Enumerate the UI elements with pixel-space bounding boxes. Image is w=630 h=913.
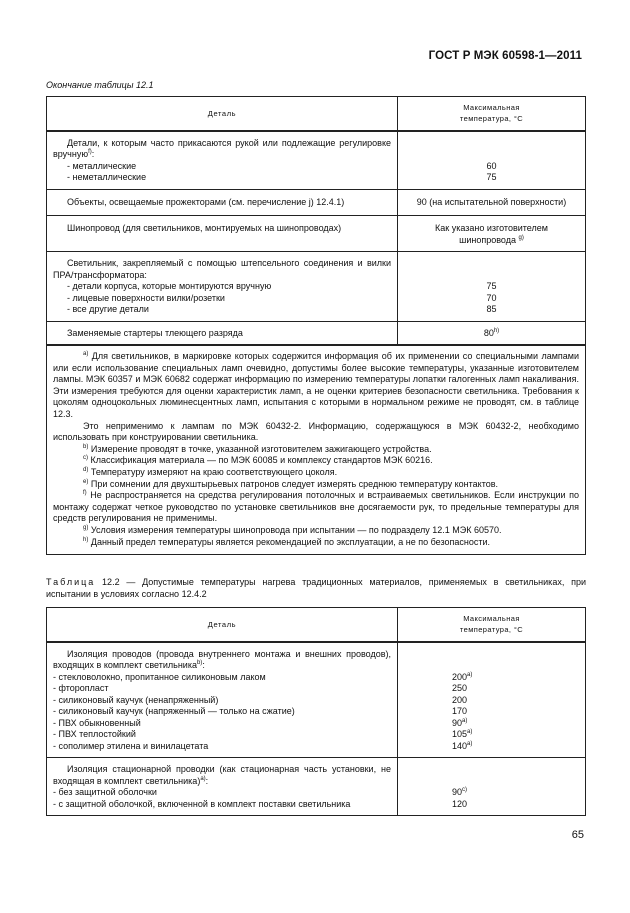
list-item: - стекловолокно, пропитанное силиконовым лаком	[53, 671, 266, 682]
table-12-2	[46, 607, 586, 816]
row-part-cell: Изоляция стационарной проводки (как стационарная часть установки, не входящая в комплект светильника)$^{a)}$: - без защитной оболочки - с защитной оболочкой, включенной в комплект поставки светильника	[47, 758, 398, 816]
table-12-1	[46, 96, 586, 555]
footnote-c: $^{c)}$ Классификация материала — по МЭК 60085 и комплексу стандартов МЭК 60216.	[83, 455, 433, 466]
row-temperature-cell: Как указано изготовителем шинопровода $^{g)}$	[398, 216, 586, 252]
row-part-cell: Заменяемые стартеры тлеющего разряда	[47, 321, 398, 345]
list-item: - сополимер этилена и винилацетата	[53, 740, 209, 751]
table-row	[47, 216, 586, 252]
list-item: - детали корпуса, которые монтируются вручную	[67, 281, 272, 291]
list-item: - лицевые поверхности вилки/розетки	[67, 292, 225, 303]
row-temperature-cell: 90 (на испытательной поверхности)	[398, 189, 586, 216]
row-part-cell: Изоляция проводов (провода внутреннего монтажа и внешних проводов), входящих в комплект светильника$^{b)}$: - стекловолокно, пропитанное силиконовым лаком - фторопласт - силиконовый каучук (ненапряженный) - силиконовый каучук (напряженный — только на сжатие) - ПВХ обыкновенный - ПВХ теплостойкий - сополимер этилена и винилацетата	[47, 642, 398, 758]
list-item: - металлические	[67, 160, 137, 171]
list-item: - ПВХ обыкновенный	[53, 717, 141, 728]
page-number: 65	[571, 829, 584, 841]
footnote-d: $^{d)}$ Температуру измеряют на краю соответствующего цоколя.	[83, 466, 338, 477]
table-row	[47, 321, 586, 345]
list-item: - все другие детали	[67, 304, 149, 314]
column-header-part: Деталь	[47, 608, 398, 642]
table-notes-row	[47, 345, 586, 555]
footnote-f: $^{f)}$ Не распространяется на средства регулирования потолочных и встраиваемых светильников. Если инструкции по монтажу содержат четкое руководство по установке светильников вне досягаемости рук, то предельные температуры для средств регулирования не применимы.	[53, 490, 579, 524]
footnote-e: $^{e)}$ При сомнении для двухштырьевых патронов следует измерять среднюю температуру контактов.	[83, 478, 499, 489]
row-temperature-cell: 75 70 85	[398, 252, 586, 322]
footnote-a-continuation: Это неприменимо к лампам по МЭК 60432-2. Информацию, содержащуюся в МЭК 60432-2, необходимо использовать при конструировании светильника.	[53, 420, 579, 443]
list-item: - силиконовый каучук (ненапряженный)	[53, 694, 219, 705]
table-notes	[47, 345, 586, 555]
table-header-row	[47, 608, 586, 642]
standard-designation: ГОСТ Р МЭК 60598-1—2011	[428, 50, 582, 62]
list-item: - фторопласт	[53, 683, 109, 693]
row-temperature-cell: 200$^{a)}$ 250 200 170 90$^{a)}$ 105$^{a)}$ 140$^{a)}$	[398, 642, 586, 758]
column-header-part: Деталь	[47, 97, 398, 131]
list-item: - неметаллические	[67, 172, 147, 182]
table-row	[47, 252, 586, 322]
column-header-max-temperature: Максимальная температура, °С	[398, 97, 586, 131]
row-temperature-cell: 90$^{c)}$ 120	[398, 758, 586, 816]
list-item: - ПВХ теплостойкий	[53, 729, 136, 739]
table-row	[47, 758, 586, 816]
column-header-max-temperature: Максимальная температура, °С	[398, 608, 586, 642]
table-row	[47, 189, 586, 216]
table-row	[47, 131, 586, 190]
table-12-1-continuation-caption: Окончание таблицы 12.1	[46, 80, 154, 90]
row-part-cell: Светильник, закрепляемый с помощью штепсельного соединения и вилки ПРА/трансформатора: - детали корпуса, которые монтируются вручную - лицевые поверхности вилки/розетки - все другие детали	[47, 252, 398, 322]
footnote-g: $^{g)}$ Условия измерения температуры шинопровода при испытании — по подразделу 12.1 МЭК 60570.	[83, 524, 502, 535]
row-part-cell: Детали, к которым часто прикасаются рукой или подлежащие регулировке вручную$^{f)}$: - металлические - неметаллические	[47, 131, 398, 190]
table-header-row	[47, 97, 586, 131]
footnote-b: $^{b)}$ Измерение проводят в точке, указанной изготовителем зажигающего устройства.	[83, 443, 432, 454]
list-item: - силиконовый каучук (напряженный — только на сжатие)	[53, 706, 295, 716]
table-12-2-caption: Таблица 12.2 — Допустимые температуры нагрева традиционных материалов, применяемых в светильниках, при испытании в условиях согласно 12.4.2	[46, 577, 586, 599]
row-part-cell: Шинопровод (для светильников, монтируемых на шинопроводах)	[47, 216, 398, 252]
table-row	[47, 642, 586, 758]
list-item: - с защитной оболочкой, включенной в комплект поставки светильника	[53, 798, 351, 809]
footnote-a: $^{a)}$ Для светильников, в маркировке которых содержится информация об их применении со специальными лампами или если использование специальных ламп очевидно, допустимы более высокие температуры, указанные изготовителем лампы. МЭК 60357 и МЭК 60682 содержат информацию по измерению температуры лопатки галогенных ламп накаливания. Эти измерения требуются для оценки характеристик ламп, а не оценки критериев безопасности светильника. Требования к цоколям одноцокольных люминесцентных ламп, испытания с которыми в нормальном режиме не проводят, см. в таблице 12.3.	[53, 351, 579, 419]
row-temperature-cell: 80$^{h)}$	[398, 321, 586, 345]
row-part-cell: Объекты, освещаемые прожекторами (см. перечисление j) 12.4.1)	[47, 189, 398, 216]
footnote-h: $^{h)}$ Данный предел температуры является рекомендацией по эксплуатации, а не по безопасности.	[83, 536, 490, 547]
list-item: - без защитной оболочки	[53, 787, 157, 797]
row-temperature-cell: 60 75	[398, 131, 586, 190]
